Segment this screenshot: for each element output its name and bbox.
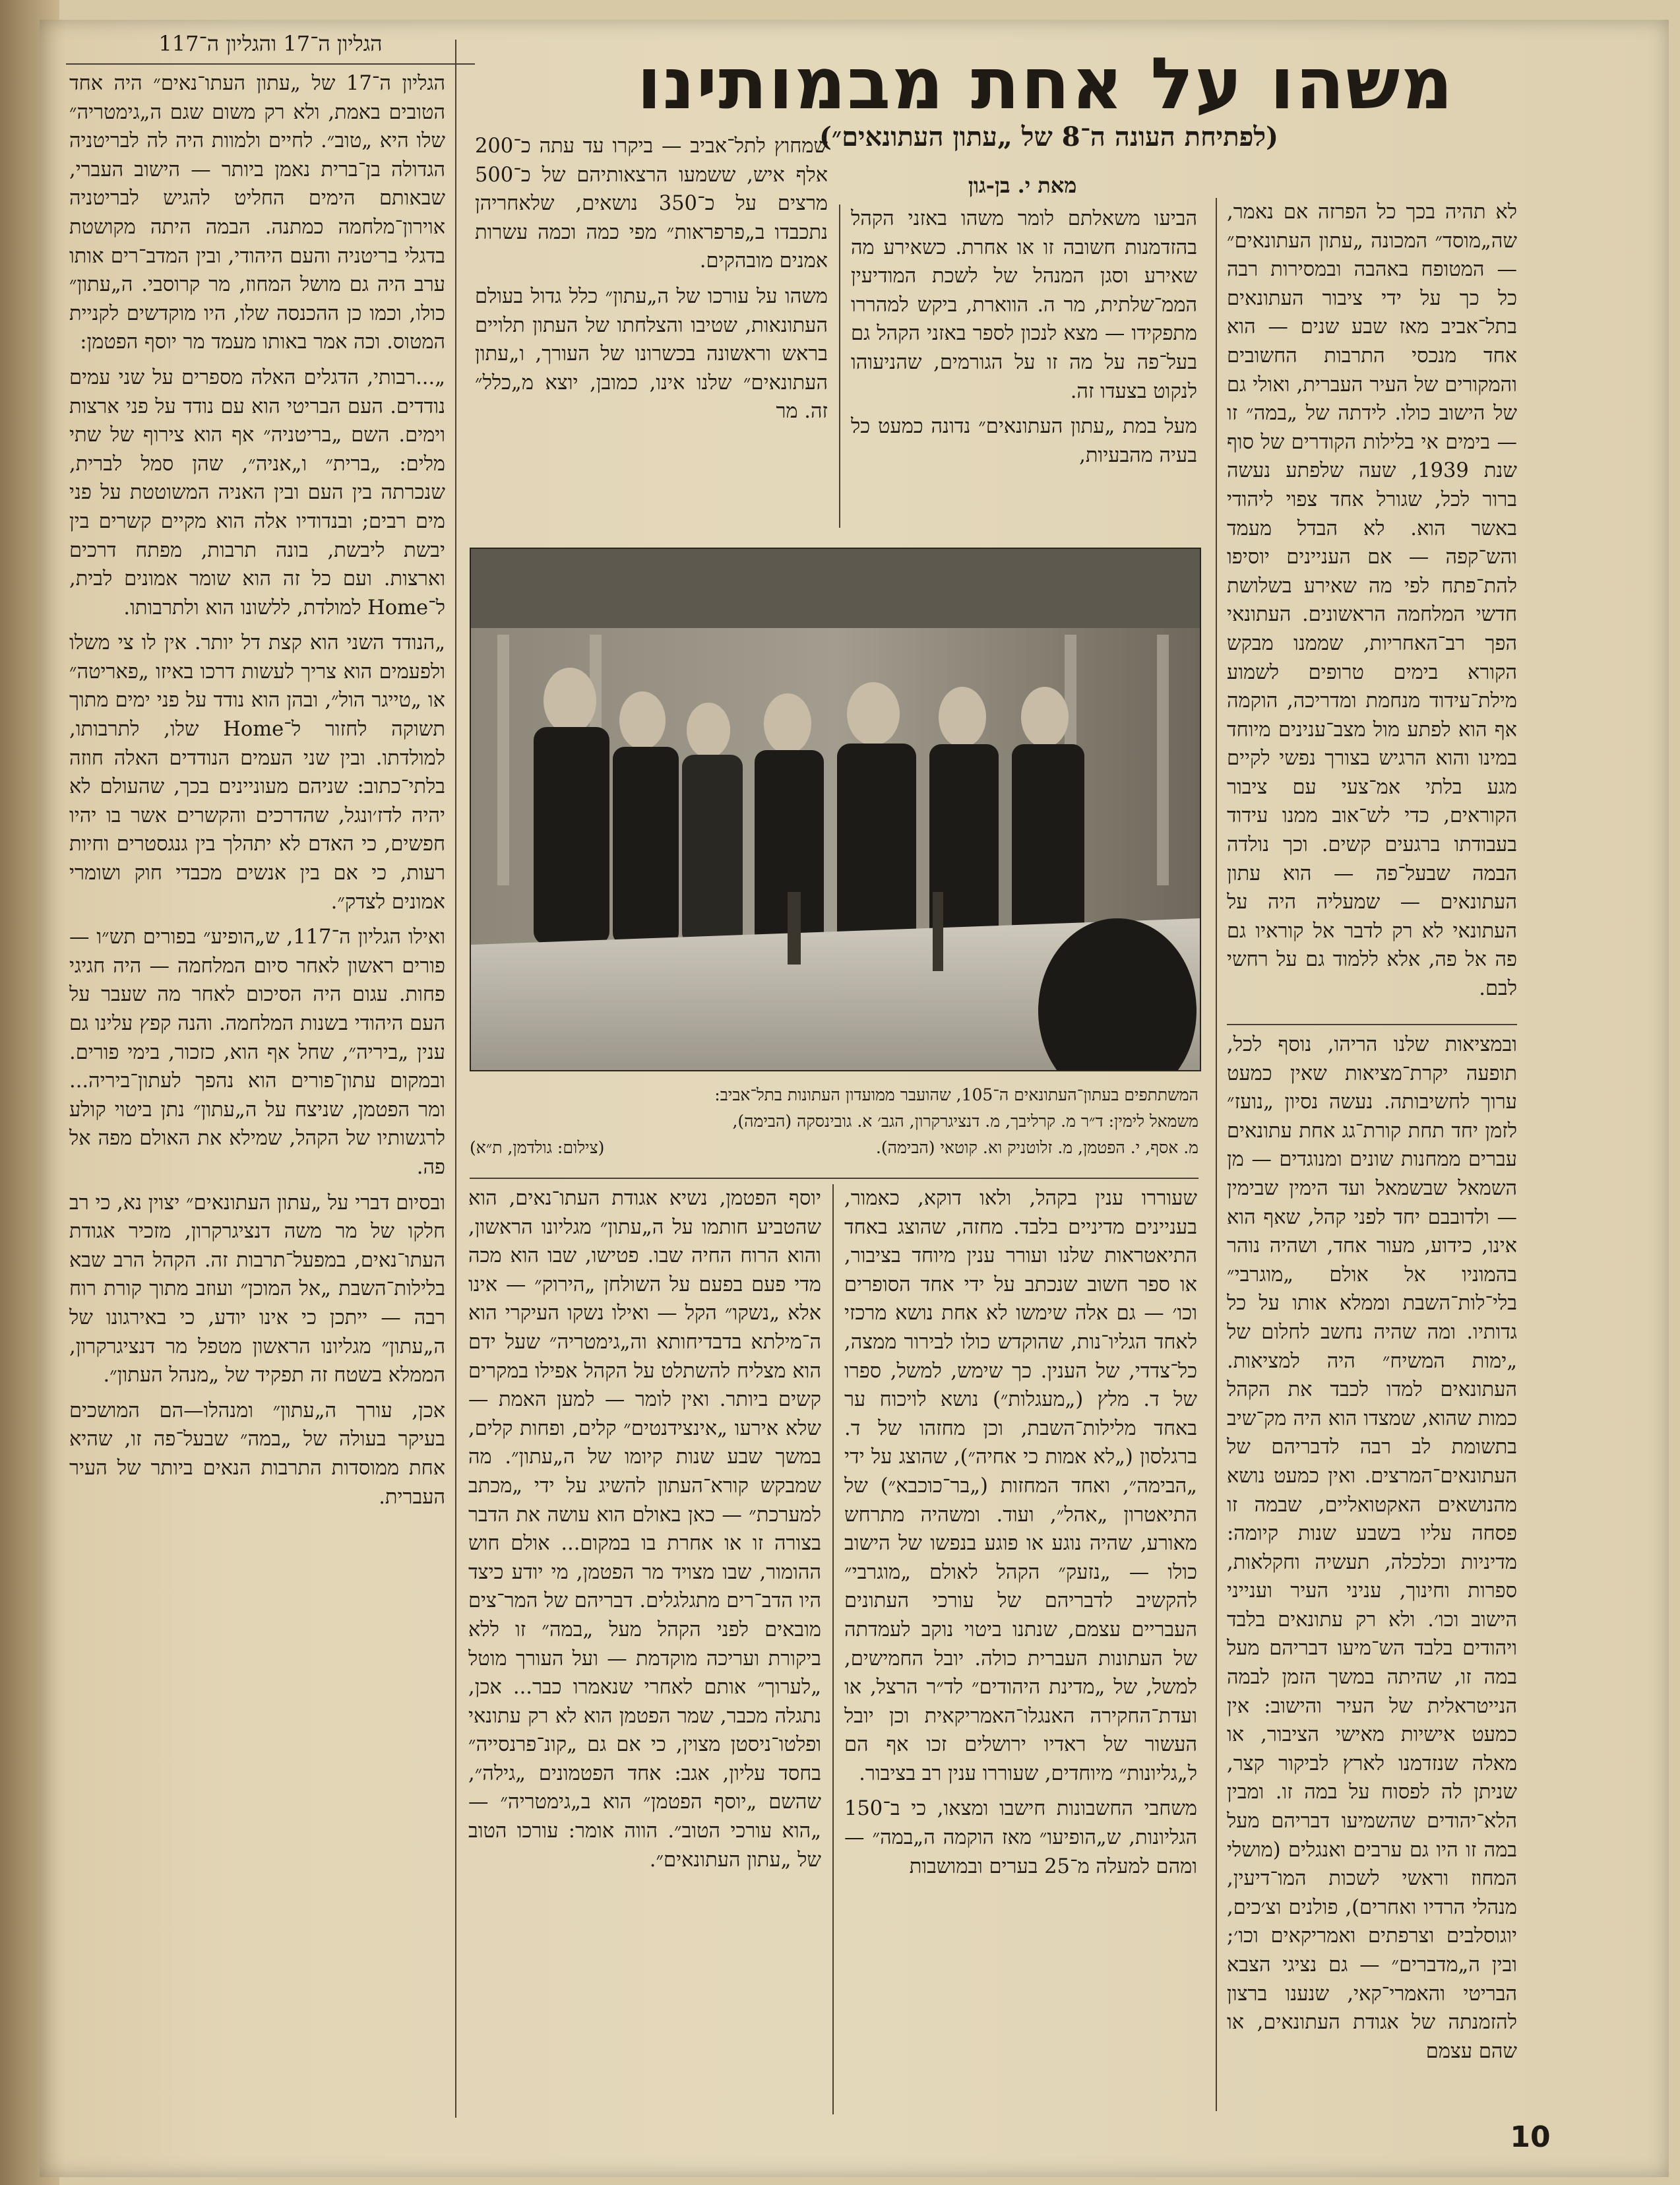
- article-title: משהו על אחת מבמותינו: [637, 43, 1454, 125]
- column-mid-right-top: [851, 205, 1197, 534]
- group-photograph: [470, 548, 1201, 1071]
- paragraph: מעל במת „עתון העתונאים״ נדונה כמעט כל בעיה מהבעיות,: [851, 415, 1197, 467]
- column-divider: [1227, 1024, 1517, 1025]
- paragraph: שמחוץ לתל־אביב — ביקרו עד עתה כ־200 אלף איש, ששמעו הרצאותיהם של כ־500 מרצים על כ־350 נושאים, שלאחריהן נתכבדו ב„פרפראות״ מפי כמה וכמה עשרות אמנים מובהקים.: [475, 135, 828, 273]
- photo-illustration: [471, 549, 1200, 1070]
- paragraph: יוסף הפטמן, נשיא אגודת העתו־נאים, הוא שהטביע חותמו על ה„עתון״ מגליונו הראשון, והוא הרוח החיה שבו. פטישו, שבו הוא מכה מדי פעם בפעם על השולחן „הירוק״ — אינו אלא „נשקו״ הקל — ואילו נשקו העיקרי הוא ה־מילתא בדבדיחותא וה„גימטריה״ שעל ידם הוא מצליח להשתלט על הקהל אפילו במקרים קשים ביותר. ואין לומר — למען האמת — שלא אירעו „אינצידנטים״ קלים, ופחות קלים, במשך שבע שנות קיומו של ה„עתון״. מה שמבקש קורא־העתון להשיג על ידי „מכתב למערכת״ — כאן באולם הוא עושה את הדבר בצורה זו או אחרת בו במקום... אולם חוש ההומור, שבו מצויד מר הפטמן, מי יודע כיצד היו הדב־רים מתגלגלים. דבריהם של המר־צים מובאים לפני הקהל מעל „במה״ זו ללא ביקורת ועריכה מוקדמת — ועל העורך מוטל „לערוך״ אותם לאחרי שנאמרו כבר... אכן, נתגלה מכבר, שמר הפטמן הוא לא רק עתונאי ופלטו־ניסטן מצוין, כי אם גם „קונ־פרנסייה״ בחסד עליון, אגב: אחד הפטמונים „גילה״, שהשם „יוסף הפטמן״ הוא ב„גימטריה״ — „הוא עורכי הטוב״. הווה אומר: עורכו הטוב של „עתון העתונאים״.: [468, 1187, 821, 1872]
- column-right-top: [1227, 198, 1517, 1019]
- running-head-rule: [66, 63, 475, 65]
- paragraph: משהו על עורכו של ה„עתון״ כלל גדול בעולם העתונאות, שטיבו והצלחתו של העתון תלויים בראש וראשונה בכשרונו של העורך, ו„עתון העתונאים״ שלנו אינו, כמובן, יוצא מ„כלל״ זה. מר: [475, 284, 828, 424]
- column-left: [69, 69, 445, 2121]
- paragraph: ואילו הגליון ה־117, ש„הופיע״ בפורים תש״ו — פורים ראשון לאחר סיום המלחמה — היה חגיגי פחות. עגום היה הסיכום לאחר מה שעבר על העם היהודי בשנות המלחמה. והנה קפץ עלינו גם ענין „ביריה״, שחל אף הוא, כזכור, בימי פורים. ובמקום עתון־פורים הוא נהפך לעתון־ביריה... ומר הפטמן, שניצח על ה„עתון״ נתן ביטוי קולע לרגשותיו של הקהל, שמילא את האולם מפה אל פה.: [69, 926, 445, 1179]
- paragraph: „...רבותי, הדגלים האלה מספרים על שני עמים נודדים. העם הבריטי הוא עם נודד על פני ארצות וימים. השם „בריטניה״ אף הוא צירוף של שתי מלים: „ברית״ ו„אניה״, שהן סמל לברית, שנכרתה בין העם ובין האניה המשוטטת על פני מים רבים; ובנדודיו אלה הוא מקיים קשרים בין יבשת ליבשת, בונה תרבות, מפתח דרכים וארצות. ועם כל זה הוא שומר אמונים לבית, ל־Home למולדת, ללשונו הוא ולתרבותו.: [69, 365, 445, 619]
- column-rule: [1216, 198, 1217, 2111]
- caption-line: המשתתפים בעתון־העתונאים ה־105, שהועבר ממועדון העתונות בתל־אביב:: [714, 1085, 1198, 1104]
- column-rule: [832, 1184, 834, 2114]
- paragraph: „הנודד השני הוא קצת דל יותר. אין לו צי משלו ולפעמים הוא צריך לעשות דרכו באיזו „פאריטה״ או „טייגר הול״, ובהן הוא נודד על פני ימים מתוך תשוקה לחזור ל־Home שלו, לתרבותו, למולדתו. ובין שני העמים הנודדים האלה חוזה בלתי־כתוב: שניהם מעוניינים בכך, שהעולם לא יהיה לדז׳ונגל, שהדרכים והקשרים אשר בו יהיו חפשים, כי האדם לא יתהלך בין גנגסטרים וחיות רעות, כי אם בין אנשים מכבדי חוק ושומרי אמונים לצדק״.: [69, 631, 445, 914]
- paragraph: לא תהיה בכך כל הפרזה אם נאמר, שה„מוסד״ המכונה „עתון העתונאים״ — המטופח באהבה ובמסירות רבה כל כך על ידי ציבור העתונאים בתל־אביב מאז שבע שנים — הוא אחד מנכסי התרבות החשובים והמקורים של העיר העברית, ואולי גם של הישוב כולו. לידתה של „במה״ זו — בימים אי בלילות הקודרים של סוף שנת 1939, שעה שלפתע נעשה ברור לכל, שגורל אחד צפוי ליהודי באשר הוא. לא הבדל מעמד והש־קפה — אם העניינים יוסיפו להת־פתח לפי מה שאירע בשלושת חדשי המלחמה הראשונים. העתונאי הפך רב־האחריות, שממנו מבקש הקורא בימים טרופים לשמוע מילת־עידוד מנחמת ומדריכה, הוקמה אף הוא לפתע מול מצב־ענינים מיוחד במינו והוא הרגיש בצורך נפשי לקיים מגע בלתי אמ־צעי עם ציבור הקוראים, כדי לש־אוב ממנו עידוד בעבודתו ברגעים קשים. וכך נולדה הבמה שבעל־פה — הוא עתון העתונאים — שמעליה היה על העתונאי לא רק לדבר אל קוראיו גם פה אל פה, אלא ללמוד גם על רחשי לבם.: [1227, 201, 1517, 1001]
- photo-credit: (צילום: גולדמן, ת״א): [470, 1138, 605, 1157]
- paragraph: הביעו משאלתם לומר משהו באזני הקהל בהזדמנות חשובה זו או אחרת. כשאירע מה שאירע וסגן המנהל של לשכת המודיעין הממ־שלתית, מר ה. הווארת, ביקש למהררו מתפקידו — מצא לנכון לספר באזני הקהל גם בעל־פה על מה זו על הגורמים, שהניעוהו לנקוט בצעדו זה.: [851, 207, 1197, 403]
- paragraph: הגליון ה־17 של „עתון העתו־נאים״ היה אחד הטובים באמת, ולא רק משום שגם ה„גימטריה״ שלו היא „טוב״. לחיים ולמוות היה לה לבריטניה הגדולה בן־ברית נאמן ביותר — הישוב העברי, שבאותם הימים החליט להגיש לבריטניה אוירון־מלחמה כמתנה. הבמה היתה מקושטת בדגלי בריטניה והעם היהודי, ובין המדב־רים אותו ערב היה גם מושל המחוז, מר קרוסבי. ה„עתון״ כולו, וכמו כן ההכנסה שלו, היו מוקדשים לקניית המטוס. וכה אמר באותו מעמד מר יוסף הפטמן:: [69, 72, 445, 354]
- paragraph: אכן, עורך ה„עתון״ ומנהלו—הם המושכים בעיקר בעולה של „במה״ שבעל־פה זו, שהיא אחת ממוסדות התרבות הנאים ביותר של העיר העברית.: [69, 1399, 445, 1509]
- section-divider: [470, 1178, 1198, 1179]
- column-mid-right-bottom: [844, 1184, 1197, 2121]
- running-head: הגליון ה־17 והגליון ה־117: [158, 31, 383, 56]
- caption-line: מ. אסף, י. הפטמן, מ. זלוטניק וא. קוטאי (הבימה).: [875, 1138, 1198, 1157]
- caption-line-with-credit: [470, 1135, 1198, 1161]
- caption-line: משמאל לימין: ד״ר מ. קרליבך, מ. דנציגרקרון, הגב׳ א. גובינסקה (הבימה),: [732, 1112, 1198, 1131]
- column-rule: [839, 205, 840, 528]
- column-mid-left-bottom: [468, 1184, 821, 2121]
- photo-caption: [470, 1082, 1198, 1168]
- article-byline: מאת י. בן-גון: [968, 173, 1077, 198]
- column-mid-left-top: [475, 132, 828, 534]
- article-subtitle: (לפתיחת העונה ה־8 של „עתון העתונאים״): [819, 121, 1279, 152]
- paragraph: ובסיום דברי על „עתון העתונאים״ יצוין נא, כי רב חלקו של מר משה דנציגרקרון, מזכיר אגודת העתו־נאים, במפעל־תרבות זה. הקהל הרב שבא בלילות־השבת „אל המוכן״ ועוזב מתוך קורת רוח רבה — ייתכן כי אינו יודע, כי באירגונו של ה„עתון״ מגליונו הראשון מטפל מר דנציגרקרון, הממלא בשטח זה תפקיד של „מנהל העתון״.: [69, 1191, 445, 1387]
- paragraph: משחבי החשבונות חישבו ומצאו, כי ב־150 הגליונות, ש„הופיעו״ מאז הוקמה ה„במה״ — ומהם למעלה מ־25 בערים ובמושבות: [844, 1797, 1197, 1878]
- page-number: 10: [1510, 2120, 1551, 2154]
- paragraph: שעוררו ענין בקהל, ולאו דוקא, כאמור, בעניינים מדיניים בלבד. מחזה, שהוצג באחד התיאטראות שלנו ועורר ענין מיוחד בציבור, או ספר חשוב שנכתב על ידי אחד הסופרים וכו׳ — גם אלה שימשו לא אחת נושא מרכזי לאחד הגליו־נות, שהוקדש כולו לבירור ממצה, כל־צדדי, של הענין. כך שימש, למשל, ספרו של ד. מלץ („מעגלות״) נושא לויכוח ער באחד מלילות־השבת, וכן מחזהו של ד. ברגלסון („לא אמות כי אחיה״), שהוצג על ידי „הבימה״, ואחד המחזות („בר־כוכבא״) של התיאטרון „אהל״, ועוד. ומשהיה מתרחש מאורע, שהיה נוגע או פוגע בנפשו של הישוב כולו — „נזעק״ הקהל לאולם „מוגרבי״ להקשיב לדבריהם של עורכי העתונים העבריים עצמם, שנתנו ביטוי נוקב לעמדתה של העתונות העברית כולה. יובל החמישים, למשל, של „מדינת היהודים״ לד״ר הרצל, או ועדת־החקירה האנגלו־האמריקאית וכן יובל העשור של ראדיו ירושלים זכו אף הם ל„גליונות״ מיוחדים, שעוררו ענין רב בציבור.: [844, 1187, 1197, 1785]
- column-rule: [455, 40, 456, 2118]
- column-right-bottom: [1227, 1030, 1517, 2119]
- paragraph: ובמציאות שלנו הריהו, נוסף לכל, תופעה יקרת־מציאות שאין כמעט ערוך לחשיבותה. נעשה נסיון „נועז״ לזמן יחד תחת קורת־גג אחת עתונאים עברים ממחנות שונים ומנוגדים — מן השמאל שבשמאל ועד הימין שבימין — ולדובבם יחד לפני קהל, שאף הוא אינו, כידוע, מעור אחד, ושהיה נוהר בהמוניו אל אולם „מוגרבי״ בלי־לות־השבת וממלא אותו על כל גדותיו. ומה שהיה נחשב לחלום של „ימות המשיח״ היה למציאות. העתונאים למדו לכבד את הקהל כמות שהוא, שמצדו הוא היה מק־שיב בתשומת לב רבה לדבריהם של העתונאים־המרצים. ואין כמעט נושא מהנושאים האקטואליים, שבמה זו פסחה עליו בשבע שנות קיומה: מדיניות וכלכלה, תעשיה וחקלאות, ספרות וחינוך, עניני העיר וענייני הישוב וכו׳. ולא רק עתונאים בלבד ויהודים בלבד הש־מיעו דבריהם מעל במה זו, שהיתה במשך הזמן לבמה הנייטראלית של העיר והישוב: אין כמעט אישיות מאישי הציבור, או מאלה שנזדמנו לארץ לביקור קצר, שניתן לה לפסוח על במה זו. ומבין הלא־יהודים שהשמיעו דבריהם מעל במה זו היו גם ערבים ואנגלים (מושלי המחוז וראשי לשכות המו־דיעין, מנהלי הרדיו ואחרים), פולנים וצ׳כים, יוגוסלבים וצרפתים ואמריקאים וכו׳; ובין ה„מדברים״ — גם נציגי הצבא הבריטי והאמרי־קאי, שנענו ברצון להזמנתה של אגודת העתונאים, או שהם עצמם: [1227, 1033, 1517, 2063]
